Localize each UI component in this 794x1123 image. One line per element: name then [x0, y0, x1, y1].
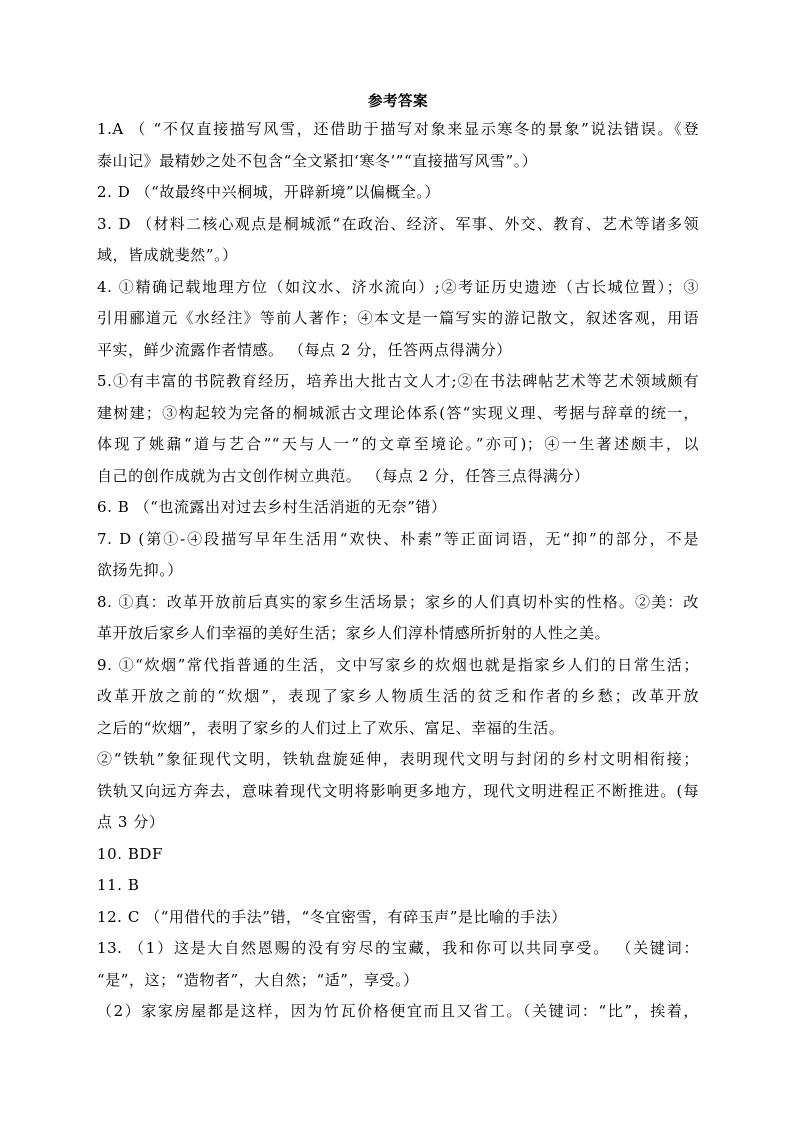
- answer-line: 平实，鲜少流露作者情感。 （每点 2 分，任答两点得满分）: [97, 340, 512, 359]
- answer-line: 5.①有丰富的书院教育经历，培养出大批古文人才;②在书法碑帖艺术等艺术领域颇有: [97, 372, 699, 390]
- answer-line: 9. ①“炊烟”常代指普通的生活，文中写家乡的炊烟也就是指家乡人们的日常生活；: [97, 655, 699, 674]
- answer-line: 7. D (第①-④段描写早年生活用“欢快、朴素”等正面词语，无“抑”的部分，不是: [97, 529, 699, 548]
- answer-line: 12. C （“用借代的手法”错，“冬宜密雪，有碎玉声”是比喻的手法）: [97, 907, 567, 926]
- answer-document: [97, 90, 699, 1028]
- answer-line: 6. B （“也流露出对过去乡村生活消逝的无奈”错）: [97, 498, 447, 516]
- answer-line: ②“铁轨”象征现代文明，铁轨盘旋延伸，表明现代文明与封闭的乡村文明相衔接；: [97, 750, 699, 768]
- answer-line: （2）家家房屋都是这样，因为竹瓦价格便宜而且又省工。（关键词：“比”，挨着，: [97, 1002, 699, 1020]
- answer-line: 11. B: [97, 876, 140, 894]
- document-title: 参考答案: [368, 94, 428, 110]
- answer-line: 域，皆成就斐然”。）: [97, 246, 238, 264]
- answer-line: 建树建；③构起较为完备的桐城派古文理论体系(答“实现义理、考据与辞章的统一，: [97, 403, 699, 422]
- answer-line: 3. D （材料二核心观点是桐城派“在政治、经济、军事、外交、教育、艺术等诸多领: [97, 214, 699, 233]
- answer-body: [97, 114, 699, 1028]
- answer-line: 之后的“炊烟”，表明了家乡的人们过上了欢乐、富足、幸福的生活。: [97, 718, 565, 737]
- answer-line: 13. （1）这是大自然恩赐的没有穷尽的宝藏，我和你可以共同享受。 （关键词：: [97, 939, 699, 957]
- answer-line: 1.A （ “不仅直接描写风雪，还借助于描写对象来显示寒冬的景象”说法错误。《登: [97, 120, 699, 138]
- answer-line: 泰山记》最精妙之处不包含“全文紧扣‘寒冬’”“直接描写风雪”。）: [97, 151, 538, 170]
- answer-line: 欲扬先抑。）: [97, 561, 183, 579]
- answer-line: 10. BDF: [97, 844, 163, 863]
- answer-line: 改革开放之前的“炊烟”，表现了家乡人物质生活的贫乏和作者的乡愁；改革开放: [97, 687, 699, 705]
- answer-line: 点 3 分）: [97, 813, 165, 831]
- answer-line: “是”，这；“造物者”，大自然；“适”，享受。）: [97, 970, 419, 989]
- answer-line: 2. D （“故最终中兴桐城，开辟新境”以偏概全。）: [97, 183, 441, 201]
- answer-line: 铁轨又向远方奔去，意味着现代文明将影响更多地方，现代文明进程正不断推进。(每: [97, 781, 699, 800]
- answer-line: 4. ①精确记载地理方位（如汶水、济水流向）;②考证历史遗迹（古长城位置）；③: [97, 277, 699, 296]
- answer-line: 自己的创作成就为古文创作树立典范。 （每点 2 分，任答三点得满分）: [97, 466, 590, 485]
- answer-line: 革开放后家乡人们幸福的美好生活；家乡人们淳朴情感所折射的人性之美。: [97, 624, 611, 642]
- answer-line: 引用郦道元《水经注》等前人著作；④本文是一篇写实的游记散文，叙述客观，用语: [97, 309, 699, 327]
- answer-line: 体现了姚鼐“道与艺合”“天与人一”的文章至境论。”亦可)；④一生著述颇丰，以: [97, 435, 699, 453]
- answer-line: 8. ①真：改革开放前后真实的家乡生活场景；家乡的人们真切朴实的性格。②美：改: [97, 592, 699, 611]
